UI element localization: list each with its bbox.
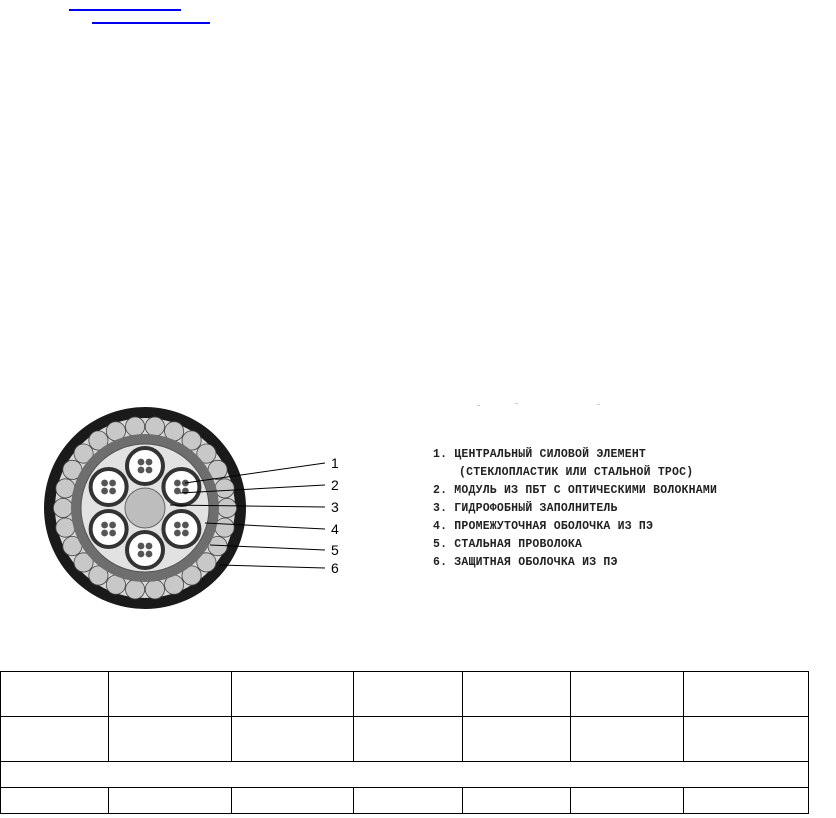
table-cell-merged <box>1 762 809 788</box>
fiber-module <box>91 469 127 505</box>
table-cell <box>1 672 109 717</box>
legend-item-1: 1. ЦЕНТРАЛЬНЫЙ СИЛОВОЙ ЭЛЕМЕНТ <box>433 448 647 461</box>
empty-table <box>0 671 809 814</box>
table-cell <box>232 672 354 717</box>
steel-wire <box>56 518 75 537</box>
legend-item-6: 6. ЗАЩИТНАЯ ОБОЛОЧКА ИЗ ПЭ <box>433 556 618 569</box>
steel-wire <box>217 498 236 517</box>
table-cell <box>463 672 571 717</box>
callout-2: 2 <box>331 477 339 493</box>
fiber-module <box>127 448 163 484</box>
callout-1: 1 <box>331 455 339 471</box>
callout-6: 6 <box>331 560 339 576</box>
fiber-module <box>127 532 163 568</box>
table-cell <box>684 788 809 814</box>
legend-item-1-note: (СТЕКЛОПЛАСТИК ИЛИ СТАЛЬНОЙ ТРОС) <box>459 466 694 479</box>
table-cell <box>232 717 354 762</box>
scan-speck <box>477 405 480 406</box>
optical-fiber <box>146 467 153 474</box>
central-strength-member <box>125 488 165 528</box>
optical-fiber <box>182 530 189 537</box>
optical-fiber <box>109 480 116 487</box>
optical-fiber <box>138 543 145 550</box>
optical-fiber <box>146 543 153 550</box>
table-cell <box>463 788 571 814</box>
table-cell <box>109 717 232 762</box>
table-cell <box>571 788 684 814</box>
table-cell <box>232 788 354 814</box>
optical-fiber <box>146 459 153 466</box>
optical-fiber <box>174 480 181 487</box>
steel-wire <box>215 518 234 537</box>
table-row <box>1 672 809 717</box>
table-cell <box>684 672 809 717</box>
optical-fiber <box>174 488 181 495</box>
table-cell <box>463 717 571 762</box>
optical-fiber <box>101 522 108 529</box>
optical-fiber <box>109 530 116 537</box>
table-cell <box>571 717 684 762</box>
legend-item-2: 2. МОДУЛЬ ИЗ ПБТ С ОПТИЧЕСКИМИ ВОЛОКНАМИ <box>433 484 718 497</box>
hyperlink-underline-2[interactable] <box>92 22 210 24</box>
optical-fiber <box>109 522 116 529</box>
optical-fiber <box>138 467 145 474</box>
table-cell <box>1 788 109 814</box>
steel-wire <box>56 479 75 498</box>
callout-5: 5 <box>331 542 339 558</box>
optical-fiber <box>146 551 153 558</box>
optical-fiber <box>109 488 116 495</box>
cable-cross-section-diagram <box>40 405 360 615</box>
table-cell <box>684 717 809 762</box>
steel-wire <box>126 417 145 436</box>
scan-speck <box>597 404 600 405</box>
table-cell <box>571 672 684 717</box>
callout-4: 4 <box>331 521 339 537</box>
fiber-module <box>91 511 127 547</box>
steel-wire <box>126 580 145 599</box>
steel-wire <box>215 479 234 498</box>
hyperlink-underline-1[interactable] <box>69 9 181 11</box>
optical-fiber <box>101 530 108 537</box>
table-row <box>1 788 809 814</box>
optical-fiber <box>182 488 189 495</box>
steel-wire <box>53 498 72 517</box>
steel-wire <box>145 580 164 599</box>
fiber-module <box>163 511 199 547</box>
table-cell <box>354 717 463 762</box>
legend <box>433 446 833 572</box>
fiber-module <box>163 469 199 505</box>
legend-item-5: 5. СТАЛЬНАЯ ПРОВОЛОКА <box>433 538 583 551</box>
optical-fiber <box>174 522 181 529</box>
scan-speck <box>515 403 518 404</box>
callout-3: 3 <box>331 499 339 515</box>
optical-fiber <box>101 480 108 487</box>
table-row <box>1 717 809 762</box>
optical-fiber <box>182 522 189 529</box>
table-cell <box>354 788 463 814</box>
table-cell <box>109 788 232 814</box>
optical-fiber <box>101 488 108 495</box>
legend-item-3: 3. ГИДРОФОБНЫЙ ЗАПОЛНИТЕЛЬ <box>433 502 618 515</box>
optical-fiber <box>174 530 181 537</box>
table-row <box>1 762 809 788</box>
steel-wire <box>145 417 164 436</box>
optical-fiber <box>138 551 145 558</box>
table-cell <box>1 717 109 762</box>
optical-fiber <box>138 459 145 466</box>
table-cell <box>354 672 463 717</box>
table-cell <box>109 672 232 717</box>
legend-item-4: 4. ПРОМЕЖУТОЧНАЯ ОБОЛОЧКА ИЗ ПЭ <box>433 520 654 533</box>
